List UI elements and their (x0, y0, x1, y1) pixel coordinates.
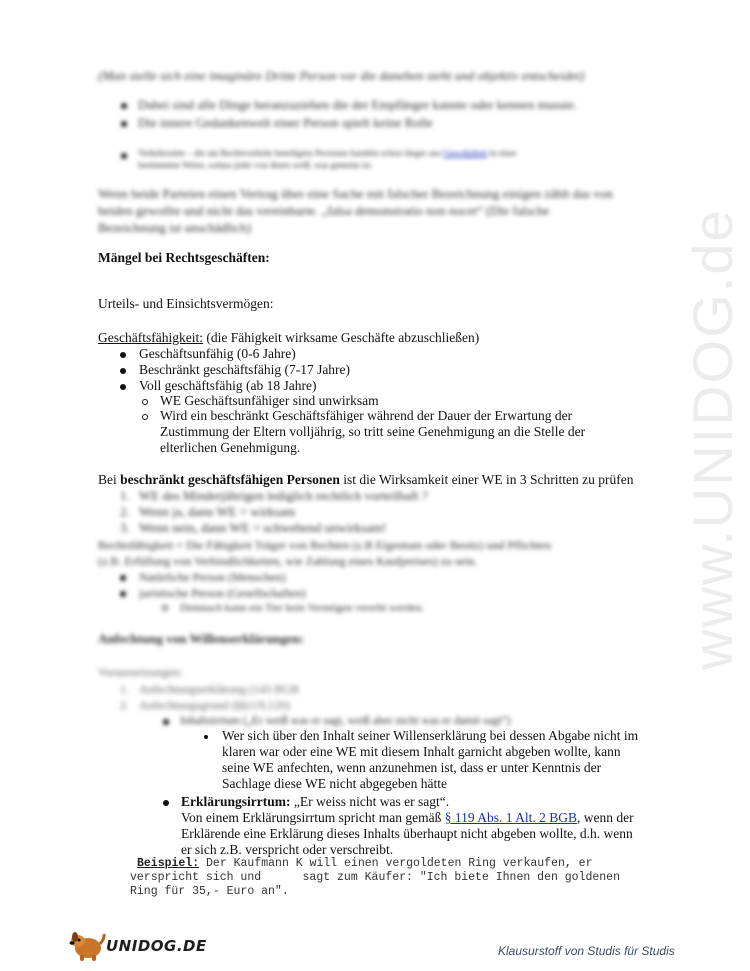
erklaerungsirrtum-line: Erklärungsirrtum: „Er weiss nicht was er sagt“. (181, 794, 450, 809)
bullet (120, 352, 126, 358)
gf-sub-item-cont: elterlichen Genehmigung. (160, 440, 301, 455)
bullet (120, 384, 126, 390)
gf-item: Beschränkt geschäftsfähig (7-17 Jahre) (139, 362, 351, 377)
blurred-bullet: Dabei sind alle Dinge heranzuziehen die der Empfänger kannte oder kennen musste. (138, 97, 577, 112)
blurred-bullet-cont: bestimmten Weise, sodass jeder von ihnen weiß, was gemeint ist. (138, 160, 373, 170)
blurred-number: 1. (120, 682, 129, 696)
blurred-step: Anfechtungserklärung (143 BGB (139, 682, 299, 696)
blurred-paragraph: Rechtsfähigkeit = Die Fähigkeit Träger von Rechten (z.B Eigentum oder Besitz) und Pflichten (98, 538, 552, 552)
blurred-bullet: juristische Person (Gesellschaften) (139, 586, 306, 600)
blurred-label: Voraussetzungen: (98, 665, 183, 679)
inhaltsirrtum-text: Wer sich über den Inhalt seiner Willenserklärung bei dessen Abgabe nicht im (222, 728, 639, 743)
heading-maengel: Mängel bei Rechtsgeschäften: (98, 250, 270, 265)
blurred-sub-item: Demnach kann ein Tier kein Vermögen vererbt werden. (180, 602, 425, 614)
blurred-paragraph: (Man stelle sich eine imaginäre Dritte Person vor die daneben steht und objektiv entscheidet) (98, 68, 585, 83)
urteil-label: Urteils- und Einsichtsvermögen: (98, 296, 274, 311)
gf-sub-item: WE Geschäftsunfähiger sind unwirksam (160, 393, 379, 408)
geschaeftsfaehigkeit-line: Geschäftsfähigkeit: (die Fähigkeit wirksame Geschäfte abzuschließen) (98, 330, 480, 345)
blurred-step: Anfechtungsgrund (§§119,120) (139, 698, 290, 712)
blurred-bullet: Natürliche Person (Menschen) (139, 570, 286, 584)
bullet (163, 719, 169, 725)
unidog-logo[interactable] (68, 928, 207, 967)
blurred-number: 1. (120, 488, 130, 503)
bullet (121, 121, 127, 127)
dog-icon (68, 928, 106, 962)
footer-tagline: Klausurstoff von Studis für Studis (498, 944, 675, 958)
circle-bullet (142, 399, 148, 405)
bullet (120, 368, 126, 374)
bullet (120, 575, 126, 581)
blurred-paragraph: (z.B. Erfüllung von Verbindlichkeiten, wie Zahlung eines Kaufpreises) zu sein. (98, 554, 478, 568)
bullet (121, 103, 127, 109)
blurred-number: 2. (120, 698, 129, 712)
beispiel-text: Ring für 35,- Euro an". (130, 885, 289, 898)
blurred-step: Wenn nein, dann WE = schwebend unwirksam! (139, 520, 387, 535)
beispiel-text: verspricht sich und sagt zum Käufer: "Ich biete Ihnen den goldenen (130, 871, 620, 884)
blurred-link[interactable]: Gewohnheit (443, 148, 488, 158)
gf-item: Voll geschäftsfähig (ab 18 Jahre) (139, 378, 317, 393)
gf-sub-item: Wird ein beschränkt Geschäftsfähiger während der Dauer der Erwartung der (160, 408, 573, 423)
erklaerungsirrtum-text: Erklärende eine Erklärung dieses Inhalts überhaupt nicht abgeben wollte, d.h. wenn (181, 826, 633, 841)
bullet (120, 591, 126, 597)
beispiel-label: Beispiel: (137, 857, 200, 870)
bgb-link[interactable]: § 119 Abs. 1 Alt. 2 BGB (444, 810, 577, 825)
blurred-bullet: Inhaltsirrtum („Er weiß was er sagt, weiß aber nicht was er damit sagt“) (180, 715, 511, 727)
bei-line: Bei beschränkt geschäftsfähigen Personen ist die Wirksamkeit einer WE in 3 Schritten zu prüfen (98, 472, 634, 487)
circle-bullet (162, 605, 168, 611)
inhaltsirrtum-text: klaren war oder eine WE mit diesem Inhalt garnicht abgeben wollte, kann (222, 744, 621, 759)
erklaerungsirrtum-text: Von einem Erklärungsirrtum spricht man gemäß § 119 Abs. 1 Alt. 2 BGB, wenn der (181, 810, 634, 825)
bullet (163, 800, 169, 806)
gf-item: Geschäftsunfähig (0-6 Jahre) (139, 346, 296, 361)
inhaltsirrtum-text: Sachlage diese WE nicht abgegeben hätte (222, 776, 448, 791)
blurred-number: 3. (120, 520, 130, 535)
gf-sub-item-cont: Zustimmung der Eltern volljährig, so tritt seine Genehmigung an die Stelle der (160, 424, 586, 439)
circle-bullet (142, 414, 148, 420)
beispiel-line: Beispiel: Der Kaufmann K will einen vergoldeten Ring verkaufen, er (137, 857, 593, 870)
erklaerungsirrtum-text: er sich z.B. verspricht oder verschreibt. (181, 842, 394, 857)
watermark (640, 208, 744, 670)
watermark-text: www.UNIDOG.de (681, 208, 744, 670)
logo-text: UNIDOG.DE (106, 937, 207, 955)
blurred-paragraph: beiden gewollte und nicht das vereinbarte. „falsa demonstratio non nocet“ (Die falsche (98, 203, 550, 218)
gf-label: Geschäftsfähigkeit: (98, 330, 203, 345)
blurred-heading: Anfechtung von Willenserklärungen: (98, 631, 305, 646)
small-bullet (204, 735, 208, 739)
blurred-number: 2. (120, 504, 130, 519)
blurred-paragraph: Wenn beide Parteien einen Vertrag über eine Sache mit falscher Bezeichnung einigen zählt das von (98, 186, 613, 201)
blurred-bullet: Die innere Gedankenwelt einer Person spielt keine Rolle (138, 115, 433, 130)
inhaltsirrtum-text: seine WE anfechten, wenn anzunehmen ist, dass er unter Kenntnis der (222, 760, 602, 775)
blurred-step: Wenn ja, dann WE = wirksam (139, 504, 296, 519)
blurred-paragraph: Bezeichnung ist unschädlich) (98, 220, 252, 235)
blurred-bullet: Verkehrssitte – die am Rechtsverkehr beteiligten Personen handeln schon länger aus Gewohnheit in einer (138, 148, 517, 158)
blurred-step: WE des Minderjährigen lediglich rechtlich vorteilhaft ? (139, 488, 428, 503)
bullet (121, 153, 127, 159)
